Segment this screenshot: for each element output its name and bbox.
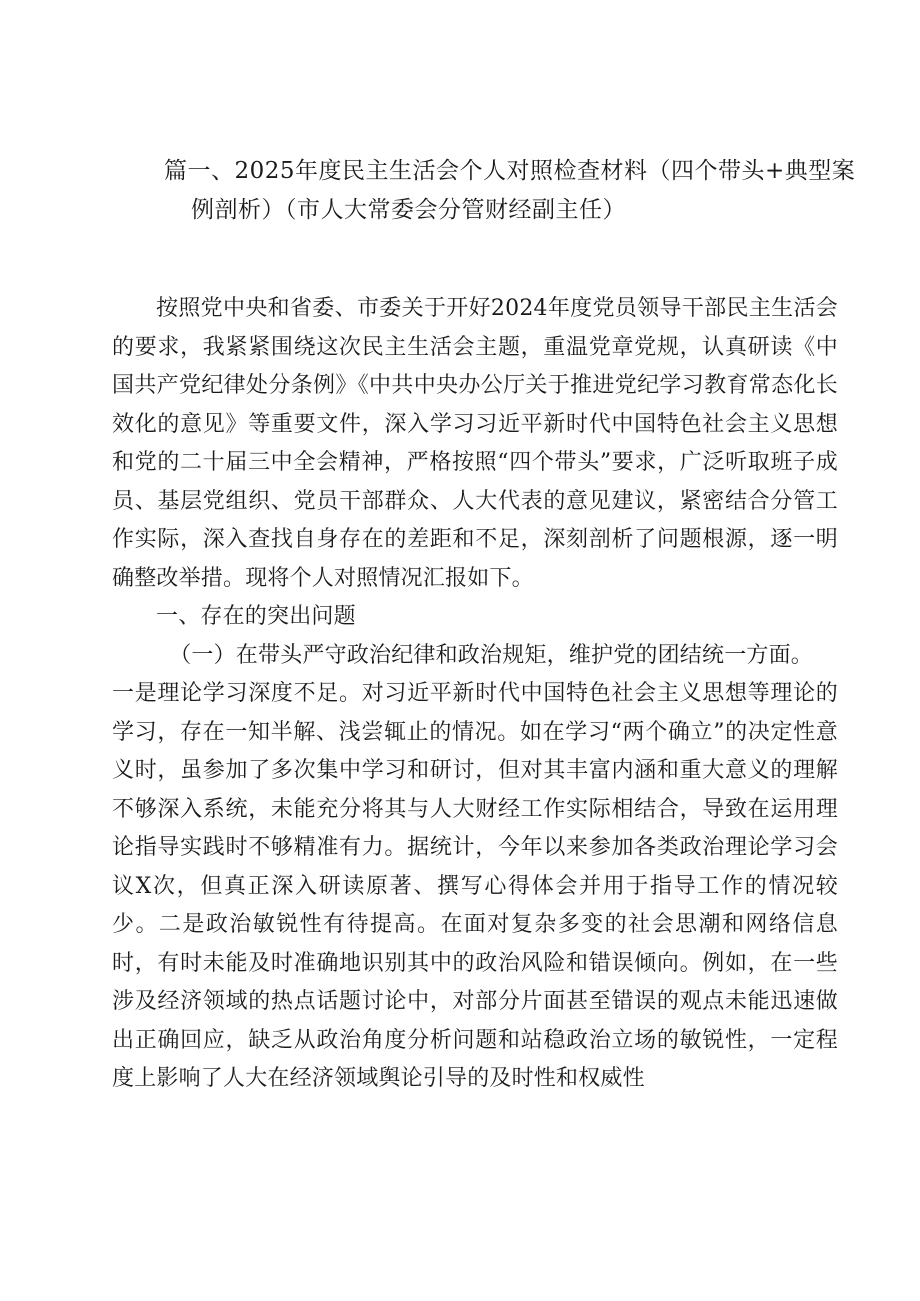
section-heading-problems: 一、存在的突出问题 <box>156 604 356 629</box>
document-title-line-1: 篇一、2025年度民主生活会个人对照检查材料（四个带头+典型案 <box>164 158 856 184</box>
subsection-heading-political-discipline: （一）在带头严守政治纪律和政治规矩，维护党的团结统一方面。 <box>169 642 813 668</box>
document-title <box>112 152 856 230</box>
document-title-line-2: 例剖析）（市人大常委会分管财经副主任） <box>191 197 626 223</box>
intro-paragraph: 按照党中央和省委、市委关于开好2024年度党员领导干部民主生活会的要求，我紧紧围绕这次民主生活会主题，重温党章党规，认真研读《中国共产党纪律处分条例》《中共中央办公厅关于推进党纪学习教育常态化长效化的意见》等重要文件，深入学习习近平新时代中国特色社会主义思想和党的二十届三中全会精神，严格按照“四个带头”要求，广泛听取班子成员、基层党组织、党员干部群众、人大代表的意见建议，紧密结合分管工作实际，深入查找自身存在的差距和不足，深刻剖析了问题根源，逐一明确整改举措。现将个人对照情况汇报如下。 <box>112 296 838 591</box>
document-body <box>112 290 838 1099</box>
subsection-body-paragraph: 一是理论学习深度不足。对习近平新时代中国特色社会主义思想等理论的学习，存在一知半解、浅尝辄止的情况。如在学习“两个确立”的决定性意义时，虽参加了多次集中学习和研讨，但对其丰富内涵和重大意义的理解不够深入系统，未能充分将其与人大财经工作实际相结合，导致在运用理论指导实践时不够精准有力。据统计，今年以来参加各类政治理论学习会议X次，但真正深入研读原著、撰写心得体会并用于指导工作的情况较少。二是政治敏锐性有待提高。在面对复杂多变的社会思潮和网络信息时，有时未能及时准确地识别其中的政治风险和错误倾向。例如，在一些涉及经济领域的热点话题讨论中，对部分片面甚至错误的观点未能迅速做出正确回应，缺乏从政治角度分析问题和站稳政治立场的敏锐性，一定程度上影响了人大在经济领域舆论引导的及时性和权威性 <box>112 681 838 1091</box>
